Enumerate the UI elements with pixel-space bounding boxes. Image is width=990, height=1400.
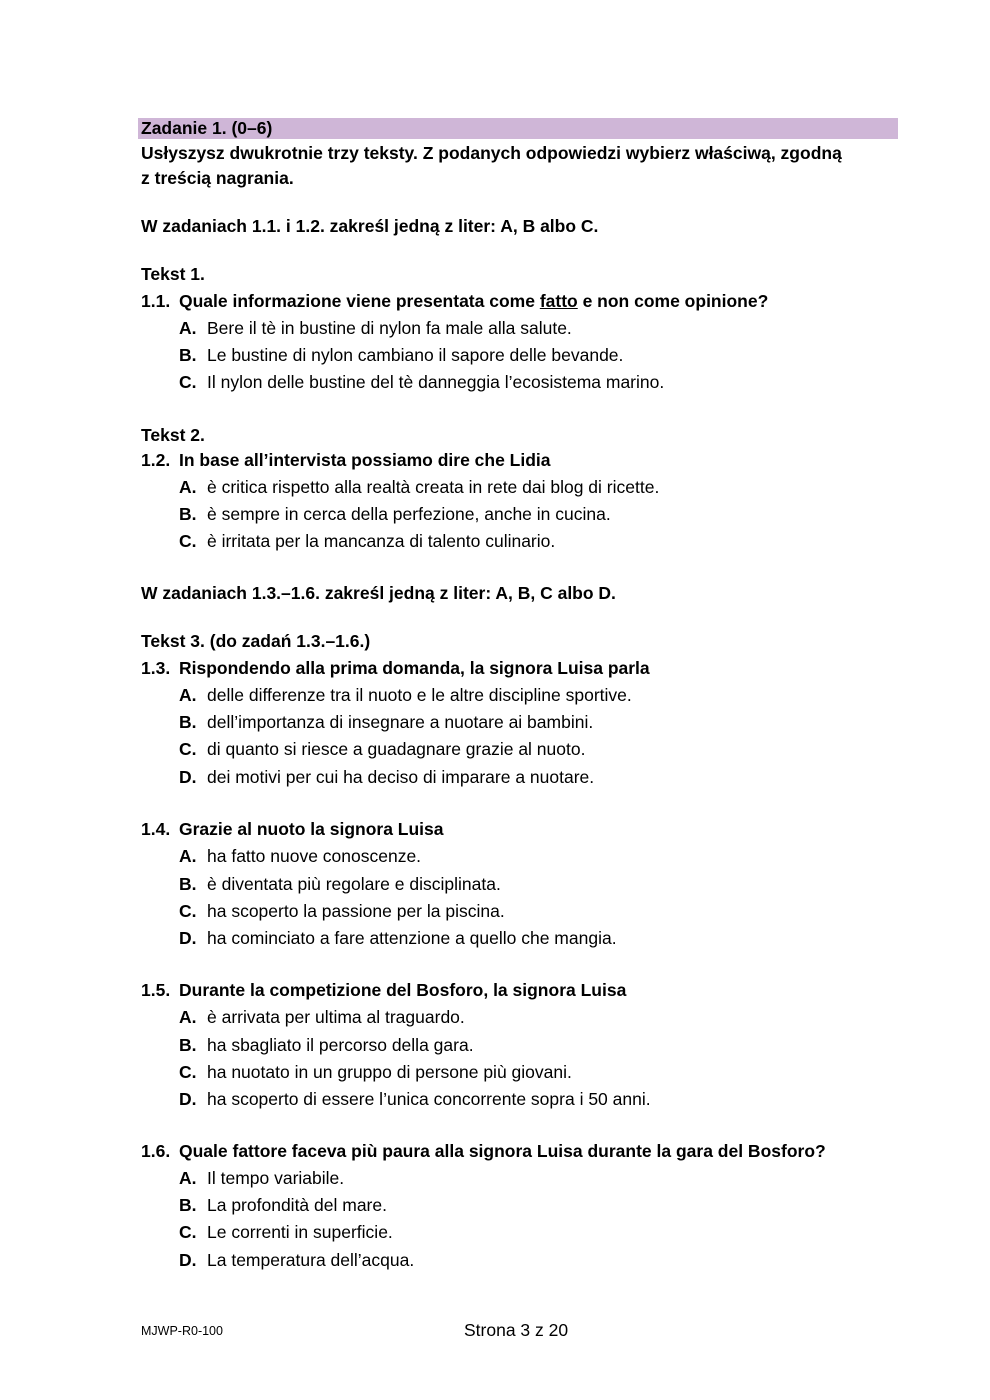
option-text: delle differenze tra il nuoto e le altre discipline sportive. <box>207 685 632 705</box>
option-text: Il tempo variabile. <box>207 1168 345 1188</box>
option-1-1-c[interactable] <box>179 371 664 393</box>
option-text: La profondità del mare. <box>207 1195 387 1215</box>
option-letter: A. <box>179 1007 197 1027</box>
option-letter: B. <box>179 345 197 365</box>
option-text: di quanto si riesce a guadagnare grazie al nuoto. <box>207 739 586 759</box>
option-1-3-a[interactable] <box>179 684 632 706</box>
option-letter: A. <box>179 685 197 705</box>
option-1-6-a[interactable] <box>179 1167 344 1189</box>
question-number: 1.3. <box>141 658 171 678</box>
option-1-3-b[interactable] <box>179 711 593 733</box>
option-letter: C. <box>179 901 197 921</box>
option-text: Bere il tè in bustine di nylon fa male alla salute. <box>207 318 572 338</box>
option-letter: C. <box>179 1062 197 1082</box>
question-1-5 <box>141 979 626 1001</box>
option-text: ha nuotato in un gruppo di persone più giovani. <box>207 1062 572 1082</box>
option-1-4-a[interactable] <box>179 845 421 867</box>
option-text: è diventata più regolare e disciplinata. <box>207 874 501 894</box>
option-letter: C. <box>179 531 197 551</box>
text-3-heading: Tekst 3. (do zadań 1.3.–1.6.) <box>141 631 371 651</box>
option-1-6-b[interactable] <box>179 1194 387 1216</box>
question-stem-part: Quale informazione viene presentata come <box>179 291 540 311</box>
question-1-1 <box>141 290 768 312</box>
option-1-1-a[interactable] <box>179 317 572 339</box>
option-1-2-b[interactable] <box>179 503 611 525</box>
exam-code: MJWP-R0-100 <box>141 1324 223 1338</box>
option-text: ha scoperto la passione per la piscina. <box>207 901 505 921</box>
option-letter: C. <box>179 372 197 392</box>
option-letter: C. <box>179 739 197 759</box>
option-letter: A. <box>179 846 197 866</box>
page-number: Strona 3 z 20 <box>464 1320 569 1340</box>
option-1-2-c[interactable] <box>179 530 555 552</box>
option-letter: D. <box>179 928 197 948</box>
question-stem: Durante la competizione del Bosforo, la signora Luisa <box>179 980 627 1000</box>
option-letter: A. <box>179 477 197 497</box>
question-stem-underlined: fatto <box>539 291 578 311</box>
question-stem: Grazie al nuoto la signora Luisa <box>179 819 444 839</box>
option-1-4-b[interactable] <box>179 873 501 895</box>
option-letter: B. <box>179 1195 197 1215</box>
option-text: La temperatura dell’acqua. <box>207 1250 415 1270</box>
option-text: dei motivi per cui ha deciso di imparare a nuotare. <box>207 767 595 787</box>
option-text: ha scoperto di essere l’unica concorrente sopra i 50 anni. <box>207 1089 651 1109</box>
question-stem-part: e non come opinione? <box>577 291 769 311</box>
task-header: Zadanie 1. (0–6) <box>141 118 273 138</box>
option-1-5-b[interactable] <box>179 1034 474 1056</box>
option-1-6-c[interactable] <box>179 1221 393 1243</box>
instruction-abc: W zadaniach 1.1. i 1.2. zakreśl jedną z liter: A, B albo C. <box>141 216 599 236</box>
option-letter: A. <box>179 1168 197 1188</box>
option-text: dell’importanza di insegnare a nuotare ai bambini. <box>207 712 594 732</box>
option-1-3-d[interactable] <box>179 766 594 788</box>
option-letter: D. <box>179 1089 197 1109</box>
option-1-4-c[interactable] <box>179 900 505 922</box>
option-letter: C. <box>179 1222 197 1242</box>
question-1-2 <box>141 449 551 471</box>
option-text: è critica rispetto alla realtà creata in rete dai blog di ricette. <box>207 477 660 497</box>
option-1-5-c[interactable] <box>179 1061 572 1083</box>
option-letter: D. <box>179 767 197 787</box>
option-text: è arrivata per ultima al traguardo. <box>207 1007 465 1027</box>
question-number: 1.6. <box>141 1141 171 1161</box>
option-1-2-a[interactable] <box>179 476 659 498</box>
option-1-3-c[interactable] <box>179 738 585 760</box>
option-text: ha fatto nuove conoscenze. <box>207 846 422 866</box>
option-text: Le correnti in superficie. <box>207 1222 393 1242</box>
task-header-bar <box>138 118 898 139</box>
question-number: 1.4. <box>141 819 171 839</box>
option-text: è sempre in cerca della perfezione, anche in cucina. <box>207 504 611 524</box>
question-number: 1.1. <box>141 291 171 311</box>
option-1-5-d[interactable] <box>179 1088 651 1110</box>
text-1-heading: Tekst 1. <box>141 264 205 284</box>
option-text: Il nylon delle bustine del tè danneggia l’ecosistema marino. <box>207 372 665 392</box>
option-text: è irritata per la mancanza di talento culinario. <box>207 531 556 551</box>
option-letter: B. <box>179 712 197 732</box>
option-1-4-d[interactable] <box>179 927 617 949</box>
option-text: Le bustine di nylon cambiano il sapore delle bevande. <box>207 345 624 365</box>
option-letter: A. <box>179 318 197 338</box>
question-1-3 <box>141 657 650 679</box>
option-letter: D. <box>179 1250 197 1270</box>
option-text: ha sbagliato il percorso della gara. <box>207 1035 474 1055</box>
option-1-5-a[interactable] <box>179 1006 465 1028</box>
option-letter: B. <box>179 1035 197 1055</box>
instruction-abcd: W zadaniach 1.3.–1.6. zakreśl jedną z liter: A, B, C albo D. <box>141 583 616 603</box>
option-text: ha cominciato a fare attenzione a quello che mangia. <box>207 928 617 948</box>
question-stem: Quale fattore faceva più paura alla signora Luisa durante la gara del Bosforo? <box>179 1141 826 1161</box>
question-number: 1.2. <box>141 450 171 470</box>
option-1-1-b[interactable] <box>179 344 623 366</box>
task-instruction-line-2: z treścią nagrania. <box>141 168 294 188</box>
question-1-4 <box>141 818 444 840</box>
option-letter: B. <box>179 504 197 524</box>
question-number: 1.5. <box>141 980 171 1000</box>
task-instruction-line-1: Usłyszysz dwukrotnie trzy teksty. Z podanych odpowiedzi wybierz właściwą, zgodną <box>141 143 842 163</box>
option-letter: B. <box>179 874 197 894</box>
text-2-heading: Tekst 2. <box>141 425 205 445</box>
question-1-6 <box>141 1140 826 1162</box>
option-1-6-d[interactable] <box>179 1249 414 1271</box>
question-stem: In base all’intervista possiamo dire che Lidia <box>179 450 551 470</box>
question-stem: Rispondendo alla prima domanda, la signora Luisa parla <box>179 658 650 678</box>
